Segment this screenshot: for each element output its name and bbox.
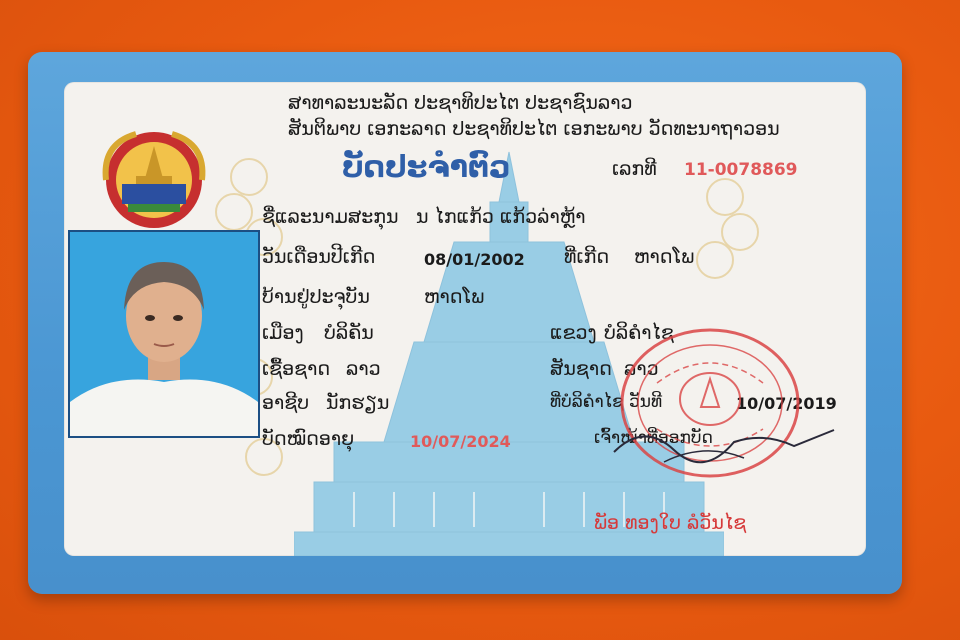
issuing-authority-label: ເຈົ້າໜ້າທີ່ອອກບັດ — [594, 428, 713, 448]
signatory-name: ພັອ ທອງໃບ ລໍວັນໄຊ — [594, 512, 747, 534]
id-number-value: 11-0078869 — [684, 160, 798, 180]
occupation-label: ອາຊີບ — [262, 392, 310, 414]
id-number-label: ເລກທີ — [612, 158, 657, 180]
nationality-label: ສັນຊາດ — [550, 358, 612, 380]
issued-date: 10/07/2019 — [736, 394, 837, 413]
address-value: ຫາດໂພ — [424, 286, 485, 308]
province-label: ແຂວງ — [550, 322, 597, 344]
issued-label: ທີ່ບໍລິຄຳໄຊ ວັນທີ — [550, 392, 663, 412]
pob-value: ຫາດໂພ — [634, 246, 695, 268]
nationality-value: ລາວ — [624, 358, 659, 380]
national-emblem-icon — [92, 124, 216, 232]
portrait-image — [70, 232, 258, 436]
name-value: ນ ໄກແກ້ວ ແກ້ວລ່າຫຼ້າ — [416, 206, 586, 228]
card-title: ບັດປະຈຳຕົວ — [342, 150, 511, 185]
dob-value: 08/01/2002 — [424, 250, 525, 269]
district-value: ບໍລິຄັນ — [324, 322, 374, 344]
ethnicity-value: ລາວ — [346, 358, 381, 380]
signature-scribble-icon — [584, 412, 844, 472]
id-card — [64, 82, 866, 556]
expiry-label: ບັດໝົດອາຍຸ — [262, 428, 355, 450]
province-value: ບໍລິຄຳໄຊ — [604, 322, 674, 344]
name-label: ຊື່ແລະນາມສະກຸນ — [262, 206, 399, 228]
address-label: ບ້ານຢູ່ປະຈຸບັນ — [262, 286, 370, 308]
pob-label: ທີ່ເກີດ — [564, 246, 610, 268]
dob-label: ວັນເດືອນປີເກີດ — [262, 246, 376, 268]
motto-header: ສັນຕິພາບ ເອກະລາດ ປະຊາທິປະໄຕ ເອກະພາບ ວັດທະນາຖາວອນ — [288, 118, 780, 140]
country-header: ສາທາລະນະລັດ ປະຊາທິປະໄຕ ປະຊາຊົນລາວ — [288, 92, 633, 114]
occupation-value: ນັກຮຽນ — [326, 392, 390, 414]
ethnicity-label: ເຊື້ອຊາດ — [262, 358, 331, 380]
district-label: ເມືອງ — [262, 322, 304, 344]
expiry-date: 10/07/2024 — [410, 432, 511, 451]
holder-photo — [68, 230, 260, 438]
